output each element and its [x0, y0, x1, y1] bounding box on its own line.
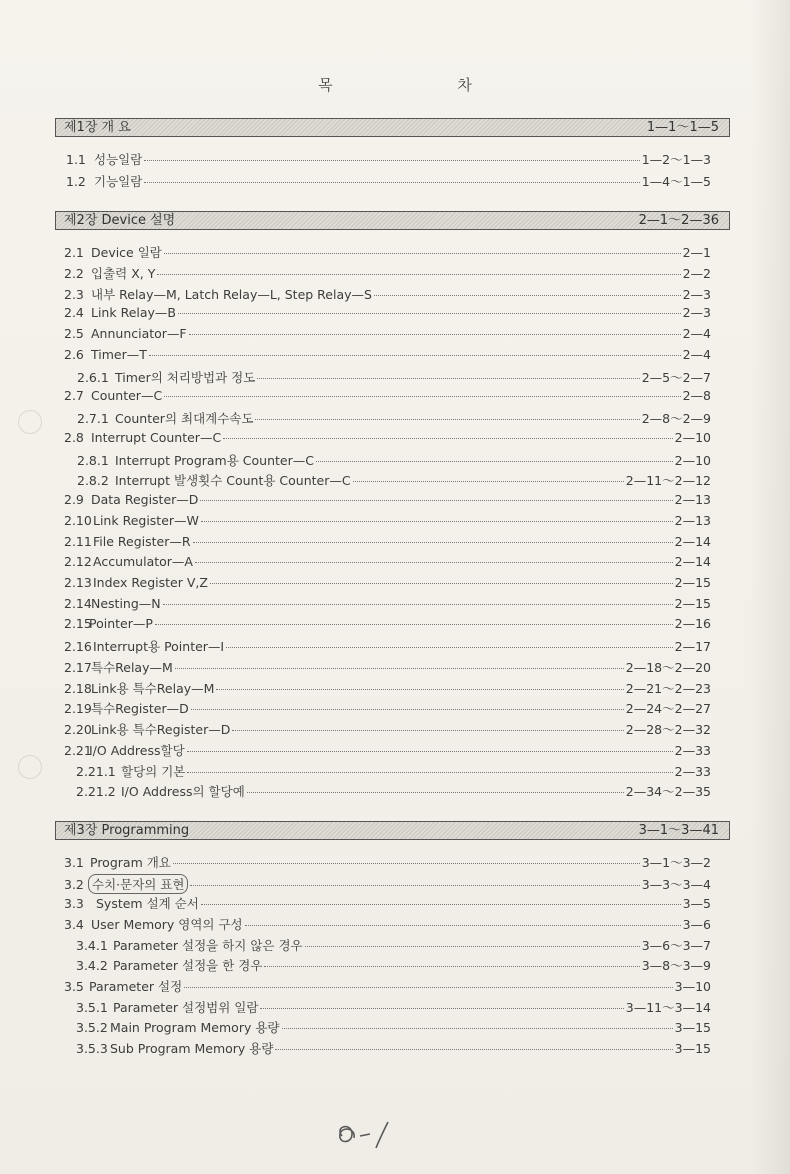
entry-text: Accumulator—A — [93, 554, 193, 569]
entry-page: 2—10 — [674, 430, 711, 445]
entry-number: 2.13 — [64, 575, 92, 590]
entry-number: 3.4.1 — [76, 938, 108, 953]
entry-number: 3.1 — [64, 855, 84, 870]
entry-page: 2—13 — [674, 492, 711, 507]
entry-page: 3—10 — [674, 979, 711, 994]
entry-page: 2—10 — [674, 453, 711, 468]
entry-page: 2—11～2—12 — [625, 473, 711, 488]
entry-text: Interrupt용 Pointer—I — [93, 639, 225, 654]
toc-entry — [64, 326, 711, 344]
toc-entry — [76, 998, 711, 1016]
leader-dots — [184, 987, 672, 988]
leader-dots — [187, 751, 673, 752]
toc-entry — [64, 554, 711, 572]
entry-number: 3.5.2 — [76, 1020, 108, 1035]
entry-page: 3—8～3—9 — [641, 958, 711, 973]
leader-dots — [149, 355, 681, 356]
chapter-pages: 3—1～3—41 — [638, 823, 719, 838]
entry-number: 2.9 — [64, 492, 84, 507]
entry-text: Link용 특수Relay—M — [91, 681, 215, 696]
entry-number: 2.6 — [64, 347, 84, 362]
toc-entry — [64, 915, 711, 933]
chapter-header-1 — [55, 118, 730, 137]
leader-dots — [144, 160, 639, 161]
entry-text: Timer의 처리방법과 정도 — [115, 370, 256, 385]
entry-page: 3—6 — [682, 917, 711, 932]
toc-entry — [64, 741, 711, 759]
entry-number: 2.7 — [64, 388, 84, 403]
entry-number: 2.19 — [64, 701, 92, 716]
leader-dots — [173, 863, 640, 864]
leader-dots — [163, 604, 673, 605]
entry-page: 2—15 — [674, 596, 711, 611]
entry-text: Interrupt Counter—C — [91, 430, 222, 445]
leader-dots — [201, 904, 681, 905]
entry-page: 2—16 — [674, 616, 711, 631]
entry-page: 2—33 — [674, 764, 711, 779]
entry-page: 2—33 — [674, 743, 711, 758]
toc-entry — [76, 1018, 711, 1036]
leader-dots — [175, 668, 624, 669]
entry-text: Annunciator—F — [91, 326, 187, 341]
toc-entry — [64, 575, 711, 593]
chapter-title: 제3장 Programming — [64, 823, 190, 838]
entry-number: 2.8.2 — [77, 473, 109, 488]
entry-number: 2.14 — [64, 596, 92, 611]
leader-dots — [264, 966, 639, 967]
toc-entry — [64, 347, 711, 365]
entry-page: 2—28～2—32 — [625, 722, 711, 737]
leader-dots — [201, 521, 673, 522]
entry-number: 2.17 — [64, 660, 92, 675]
toc-entry — [64, 243, 711, 261]
entry-number: 2.2 — [64, 266, 84, 281]
entry-page: 2—1 — [682, 245, 711, 260]
leader-dots — [374, 295, 681, 296]
entry-page: 3—3～3—4 — [641, 877, 711, 892]
leader-dots — [316, 461, 673, 462]
entry-text: I/O Address의 할당예 — [121, 784, 245, 799]
leader-dots — [164, 253, 681, 254]
leader-dots — [247, 792, 624, 793]
toc-entry — [64, 596, 711, 614]
entry-number: 2.1 — [64, 245, 84, 260]
entry-text: Parameter 설정범위 일람 — [113, 1000, 259, 1015]
entry-page: 2—8～2—9 — [641, 411, 711, 426]
page-edge-shadow — [750, 0, 790, 1174]
entry-number: 1.2 — [66, 174, 86, 189]
toc-entry — [64, 658, 711, 676]
entry-page: 2—34～2—35 — [625, 784, 711, 799]
entry-page: 3—15 — [674, 1041, 711, 1056]
leader-dots — [157, 274, 680, 275]
entry-text: 특수Register—D — [91, 701, 189, 716]
entry-text: Link용 특수Register—D — [91, 722, 231, 737]
leader-dots — [275, 1049, 672, 1050]
leader-dots — [245, 925, 681, 926]
entry-number: 3.5 — [64, 979, 84, 994]
leader-dots — [305, 946, 640, 947]
toc-entry — [76, 956, 711, 974]
leader-dots — [200, 500, 672, 501]
entry-text: Data Register—D — [91, 492, 199, 507]
chapter-title: 제1장 개 요 — [64, 120, 131, 135]
toc-entry — [64, 388, 711, 406]
entry-number: 2.12 — [64, 554, 92, 569]
entry-number: 2.16 — [64, 639, 92, 654]
leader-dots — [195, 562, 673, 563]
entry-text: File Register—R — [93, 534, 191, 549]
chapter-header-2 — [55, 211, 730, 230]
leader-dots — [155, 624, 673, 625]
entry-page: 2—13 — [674, 513, 711, 528]
entry-page: 3—15 — [674, 1020, 711, 1035]
entry-text: Link Register—W — [93, 513, 199, 528]
entry-number: 1.1 — [66, 152, 86, 167]
leader-dots — [255, 419, 639, 420]
toc-entry — [76, 762, 711, 780]
entry-number: 2.3 — [64, 287, 84, 302]
leader-dots — [232, 730, 623, 731]
entry-number: 2.5 — [64, 326, 84, 341]
entry-text: User Memory 영역의 구성 — [91, 917, 243, 932]
entry-number: 2.8 — [64, 430, 84, 445]
entry-text: Sub Program Memory 용량 — [110, 1041, 274, 1056]
leader-dots — [144, 182, 639, 183]
punch-hole-mark — [18, 410, 42, 434]
toc-entry — [64, 853, 711, 871]
entry-number: 3.3 — [64, 896, 84, 911]
leader-dots — [216, 689, 623, 690]
entry-text: Counter의 최대계수속도 — [115, 411, 254, 426]
handwritten-page-mark — [330, 1118, 400, 1150]
entry-number: 3.2 — [64, 877, 84, 892]
entry-text: Parameter 설정을 한 경우 — [113, 958, 263, 973]
leader-dots — [257, 378, 639, 379]
entry-page: 2—24～2—27 — [625, 701, 711, 716]
toc-entry — [64, 874, 711, 892]
entry-page: 2—21～2—23 — [625, 681, 711, 696]
leader-dots — [353, 481, 624, 482]
entry-page: 2—15 — [674, 575, 711, 590]
entry-page: 2—8 — [682, 388, 711, 403]
entry-page: 2—18～2—20 — [625, 660, 711, 675]
toc-entry — [76, 1039, 711, 1057]
entry-text: 할당의 기본 — [121, 764, 186, 779]
toc-entry — [64, 699, 711, 717]
toc-entry — [66, 150, 711, 168]
leader-dots — [282, 1028, 673, 1029]
entry-number: 3.5.1 — [76, 1000, 108, 1015]
entry-text: Device 일람 — [91, 245, 162, 260]
entry-page: 1—2～1—3 — [641, 152, 711, 167]
page-title: 목 차 — [318, 76, 532, 94]
entry-number: 2.6.1 — [77, 370, 109, 385]
entry-page: 2—17 — [674, 639, 711, 654]
entry-number: 2.21.1 — [76, 764, 116, 779]
entry-text: Timer—T — [91, 347, 147, 362]
toc-entry — [64, 720, 711, 738]
entry-page: 3—5 — [682, 896, 711, 911]
entry-number: 2.15 — [64, 616, 92, 631]
entry-text: Parameter 설정을 하지 않은 경우 — [113, 938, 303, 953]
entry-page: 3—1～3—2 — [641, 855, 711, 870]
entry-number: 2.18 — [64, 681, 92, 696]
entry-number: 2.7.1 — [77, 411, 109, 426]
entry-text: Nesting—N — [91, 596, 161, 611]
entry-text: 내부 Relay—M, Latch Relay—L, Step Relay—S — [91, 287, 372, 302]
entry-text: Main Program Memory 용량 — [110, 1020, 280, 1035]
toc-entry — [64, 513, 711, 531]
entry-text: Interrupt 발생횟수 Count용 Counter—C — [115, 473, 351, 488]
toc-entry — [77, 451, 711, 469]
leader-dots — [193, 542, 673, 543]
entry-number: 2.21.2 — [76, 784, 116, 799]
entry-number: 3.4.2 — [76, 958, 108, 973]
leader-dots — [223, 438, 672, 439]
entry-page: 2—4 — [682, 326, 711, 341]
entry-text: Program 개요 — [90, 855, 171, 870]
entry-number: 2.4 — [64, 305, 84, 320]
toc-entry — [64, 894, 711, 912]
entry-text: 특수Relay—M — [91, 660, 173, 675]
entry-text: Interrupt Program용 Counter—C — [115, 453, 314, 468]
leader-dots — [210, 583, 673, 584]
toc-entry — [64, 285, 711, 303]
chapter-title: 제2장 Device 설명 — [64, 213, 176, 228]
entry-number: 2.20 — [64, 722, 92, 737]
entry-page: 3—11～3—14 — [625, 1000, 711, 1015]
toc-entry — [64, 679, 711, 697]
toc-entry — [64, 534, 711, 552]
toc-entry — [66, 172, 711, 190]
entry-text: Parameter 설정 — [89, 979, 183, 994]
entry-text: Counter—C — [91, 388, 163, 403]
chapter-pages: 2—1～2—36 — [638, 213, 719, 228]
entry-text: 기능일람 — [94, 174, 143, 189]
entry-text-circled: 수치·문자의 표현 — [88, 874, 188, 894]
toc-entry — [64, 977, 711, 995]
entry-page: 2—3 — [682, 287, 711, 302]
leader-dots — [190, 885, 639, 886]
entry-text: System 설계 순서 — [96, 896, 199, 911]
toc-entry — [76, 936, 711, 954]
leader-dots — [187, 772, 672, 773]
entry-number: 2.10 — [64, 513, 92, 528]
toc-entry — [64, 264, 711, 282]
entry-number: 2.11 — [64, 534, 92, 549]
leader-dots — [189, 334, 681, 335]
entry-text: Link Relay—B — [91, 305, 176, 320]
chapter-header-3 — [55, 821, 730, 840]
entry-page: 2—3 — [682, 305, 711, 320]
toc-entry — [77, 409, 711, 427]
entry-number: 2.21 — [64, 743, 92, 758]
entry-text: Index Register V,Z — [93, 575, 208, 590]
entry-number: 3.5.3 — [76, 1041, 108, 1056]
entry-text: 입출력 X, Y — [91, 266, 156, 281]
toc-entry — [77, 471, 711, 489]
toc-entry — [77, 368, 711, 386]
entry-text: I/O Address할당 — [89, 743, 185, 758]
entry-page: 2—5～2—7 — [641, 370, 711, 385]
entry-page: 1—4～1—5 — [641, 174, 711, 189]
leader-dots — [178, 313, 681, 314]
entry-page: 2—14 — [674, 534, 711, 549]
toc-entry — [64, 616, 711, 634]
entry-page: 2—2 — [682, 266, 711, 281]
chapter-pages: 1—1～1—5 — [646, 120, 719, 135]
toc-entry — [64, 430, 711, 448]
toc-entry — [64, 305, 711, 323]
entry-page: 2—14 — [674, 554, 711, 569]
entry-text: 성능일람 — [94, 152, 143, 167]
entry-page: 3—6～3—7 — [641, 938, 711, 953]
entry-text: Pointer—P — [89, 616, 153, 631]
punch-hole-mark — [18, 755, 42, 779]
entry-page: 2—4 — [682, 347, 711, 362]
leader-dots — [260, 1008, 623, 1009]
entry-number: 3.4 — [64, 917, 84, 932]
toc-entry — [76, 782, 711, 800]
toc-entry — [64, 492, 711, 510]
leader-dots — [164, 396, 680, 397]
toc-entry — [64, 637, 711, 655]
entry-number: 2.8.1 — [77, 453, 109, 468]
leader-dots — [191, 709, 624, 710]
leader-dots — [226, 647, 673, 648]
